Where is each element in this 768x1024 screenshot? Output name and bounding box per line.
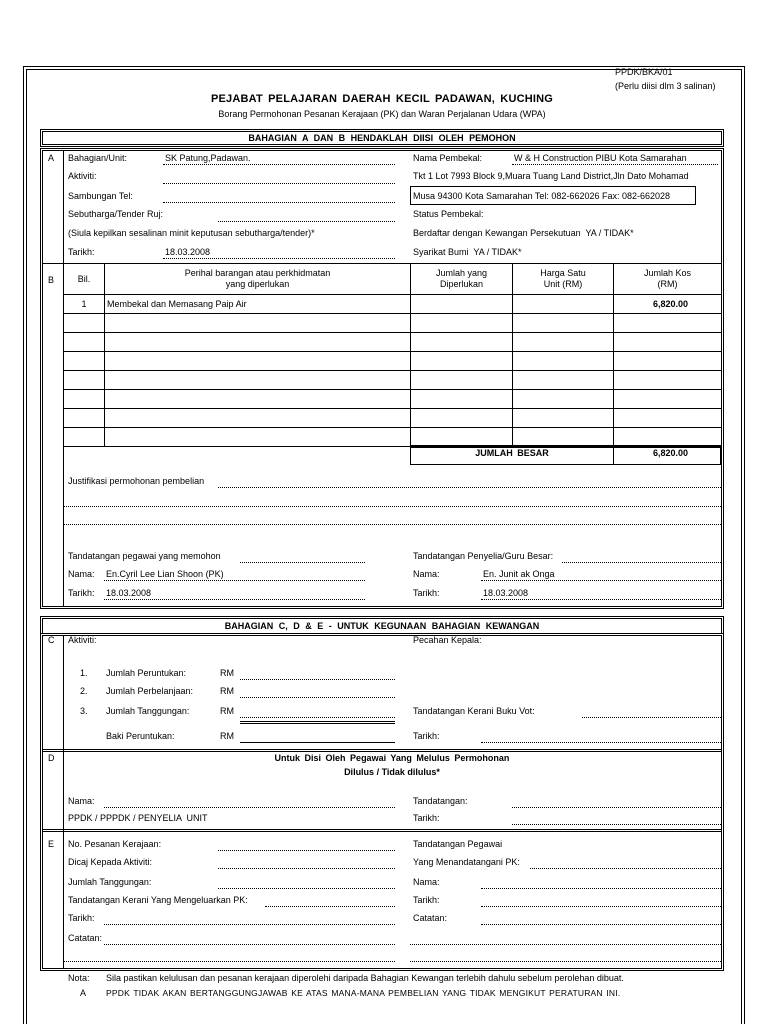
part-ab-banner-text: BAHAGIAN A DAN B HENDAKLAH DIISI OLEH PEMOHON: [248, 132, 516, 143]
approver-position: PPDK / PPPDK / PENYELIA UNIT: [68, 813, 208, 823]
issuing-date-fill-line: [104, 924, 395, 925]
section-a-b-divider: [43, 263, 63, 264]
column-header-unit-price: [513, 264, 614, 295]
officer-remarks-fill-line: [410, 961, 721, 962]
extension-fill-line: [163, 202, 395, 203]
empty-cell: [64, 409, 105, 428]
empty-cell: [64, 428, 105, 447]
note-label: Nota:: [68, 973, 90, 983]
grand-total-value: 6,820.00: [652, 448, 688, 458]
empty-cell: [411, 333, 513, 352]
supplier-name-fill-line: [512, 164, 718, 165]
officer-signature-fill-line: [530, 868, 721, 869]
supplier-address-line1: Tkt 1 Lot 7993 Block 9,Muara Tuang Land District,Jln Dato Mohamad: [413, 171, 689, 181]
applicant-name-fill-line: [104, 580, 365, 581]
part-ab-banner: [40, 129, 724, 147]
approver-name-fill-line: [104, 807, 395, 808]
empty-cell: [105, 352, 411, 371]
empty-cell: [513, 371, 614, 390]
extension-label: Sambungan Tel:: [68, 191, 133, 201]
federal-registration-label: Berdaftar dengan Kewangan Persekutuan YA / TIDAK*: [413, 228, 634, 238]
budget-line-label: Jumlah Peruntukan:: [106, 668, 187, 678]
empty-cell: [105, 390, 411, 409]
head-breakdown-label: Pecahan Kepala:: [413, 635, 482, 645]
balance-rule: [240, 742, 395, 743]
activity-fill-line: [163, 183, 395, 184]
items-table: [63, 263, 722, 447]
issuing-remarks-fill-line: [104, 944, 395, 945]
column-header-no: [64, 264, 105, 295]
applicant-name-label: Nama:: [68, 569, 95, 579]
empty-cell: [64, 333, 105, 352]
column-header-unit-price-line2: Unit (RM): [543, 279, 583, 289]
column-header-total-line1: Jumlah Kos: [643, 268, 692, 278]
item-no: 1: [64, 295, 105, 314]
balance-label: Baki Peruntukan:: [106, 731, 175, 741]
justification-fill-line: [64, 524, 721, 525]
applicant-signature-fill-line: [240, 562, 365, 563]
officer-signature-label-line2: Yang Menandatangani PK:: [413, 857, 520, 867]
budget-line-fill-line: [240, 697, 395, 698]
applicant-date-fill-line: [104, 599, 365, 600]
vote-clerk-date-fill-line: [481, 742, 721, 743]
vote-clerk-signature-fill-line: [582, 717, 721, 718]
commitment-label: Jumlah Tanggungan:: [68, 877, 152, 887]
empty-cell: [513, 314, 614, 333]
supervisor-date: 18.03.2008: [483, 588, 529, 598]
supervisor-signature-fill-line: [562, 562, 721, 563]
subtotal-double-rule: [240, 721, 395, 724]
items-table-header: [64, 264, 722, 295]
empty-cell: [614, 390, 722, 409]
empty-cell: [64, 371, 105, 390]
budget-line-fill-line: [240, 717, 395, 718]
note-item-letter: A: [80, 988, 87, 998]
empty-cell: [411, 314, 513, 333]
empty-cell: [411, 409, 513, 428]
budget-line-no: 2.: [80, 686, 88, 696]
empty-cell: [64, 390, 105, 409]
applicant-date-label: Tarikh:: [68, 588, 95, 598]
quotation-note: (Siula kepilkan sesalinan minit keputusan sebutharga/tender)*: [68, 228, 315, 238]
vote-clerk-signature-label: Tandatangan Kerani Buku Vot:: [413, 706, 535, 716]
officer-signature-label-line1: Tandatangan Pegawai: [413, 839, 503, 849]
supervisor-name-label: Nama:: [413, 569, 440, 579]
section-c-letter: C: [48, 635, 55, 645]
supplier-address-line2: Musa 94300 Kota Samarahan Tel: 082-662026 Fax: 082-662028: [413, 191, 671, 201]
grand-total-row: [410, 445, 721, 465]
charged-activity-fill-line: [218, 868, 395, 869]
part-cde-box: [40, 633, 724, 971]
request-date-value: 18.03.2008: [165, 247, 211, 257]
approver-signature-label: Tandatangan:: [413, 796, 468, 806]
empty-cell: [105, 333, 411, 352]
budget-line-currency: RM: [220, 706, 234, 716]
note-text: Sila pastikan kelulusan dan pesanan kerajaan diperolehi daripada Bahagian Kewangan terlebih dahulu sebelum perolehan dibuat.: [106, 973, 624, 983]
empty-cell: [105, 371, 411, 390]
officer-date-label: Tarikh:: [413, 895, 440, 905]
applicant-name: En.Cyril Lee Lian Shoon (PK): [106, 569, 224, 579]
empty-cell: [614, 333, 722, 352]
issuing-remarks-fill-line: [64, 961, 395, 962]
table-row: [64, 352, 722, 371]
empty-cell: [105, 314, 411, 333]
commitment-fill-line: [218, 888, 395, 889]
supervisor-date-fill-line: [481, 599, 721, 600]
supervisor-name-fill-line: [481, 580, 721, 581]
empty-cell: [513, 333, 614, 352]
column-header-quantity-line2: Diperlukan: [439, 279, 484, 289]
order-no-fill-line: [218, 850, 395, 851]
officer-remarks-fill-line: [410, 944, 721, 945]
request-date-fill-line: [163, 258, 395, 259]
grand-total-label: JUMLAH BESAR: [475, 448, 549, 458]
order-no-label: No. Pesanan Kerajaan:: [68, 839, 162, 849]
officer-date-fill-line: [481, 906, 721, 907]
budget-line-label: Jumlah Tanggungan:: [106, 706, 190, 716]
justification-label: Justifikasi permohonan pembelian: [68, 476, 205, 486]
column-header-description: [105, 264, 411, 295]
empty-cell: [105, 409, 411, 428]
table-row: [64, 409, 722, 428]
table-row: [64, 428, 722, 447]
column-header-total-line2: (RM): [657, 279, 678, 289]
budget-line-label: Jumlah Perbelanjaan:: [106, 686, 194, 696]
column-header-description-line1: Perihal barangan atau perkhidmatan: [184, 268, 331, 278]
finance-activity-label: Aktiviti:: [68, 635, 97, 645]
officer-remarks-label: Catatan:: [413, 913, 448, 923]
table-row: [64, 314, 722, 333]
item-total: 6,820.00: [614, 295, 722, 314]
table-row: [64, 295, 722, 314]
issuing-date-label: Tarikh:: [68, 913, 95, 923]
item-unit-price: [513, 295, 614, 314]
issuing-remarks-label: Catatan:: [68, 933, 103, 943]
charged-activity-label: Dicaj Kepada Aktiviti:: [68, 857, 153, 867]
form-title: Borang Permohonan Pesanan Kerajaan (PK) dan Waran Perjalanan Udara (WPA): [218, 109, 546, 119]
request-date-label: Tarikh:: [68, 247, 95, 257]
column-header-quantity: [411, 264, 513, 295]
section-a-letter: A: [48, 153, 55, 163]
approver-date-label: Tarikh:: [413, 813, 440, 823]
note-item-text: PPDK TIDAK AKAN BERTANGGUNGJAWAB KE ATAS MANA-MANA PEMBELIAN YANG TIDAK MENGIKUT PERATURAN INI.: [106, 988, 621, 998]
column-header-total: [614, 264, 722, 295]
column-header-no-text: Bil.: [77, 273, 91, 284]
column-header-description-line2: yang diperlukan: [225, 279, 290, 289]
empty-cell: [64, 314, 105, 333]
activity-label: Aktiviti:: [68, 171, 97, 181]
supervisor-signature-label: Tandatangan Penyelia/Guru Besar:: [413, 551, 554, 561]
part-cde-banner: [40, 616, 724, 633]
column-header-quantity-line1: Jumlah yang: [435, 268, 488, 278]
budget-line-no: 1.: [80, 668, 88, 678]
budget-line-currency: RM: [220, 668, 234, 678]
unit-label: Bahagian/Unit:: [68, 153, 128, 163]
section-d-e-divider: [43, 829, 721, 832]
approval-heading: Untuk Disi Oleh Pegawai Yang Melulus Permohonan: [274, 753, 510, 763]
vote-clerk-date-label: Tarikh:: [413, 731, 440, 741]
supplier-name-label: Nama Pembekal:: [413, 153, 483, 163]
empty-cell: [64, 352, 105, 371]
budget-line-currency: RM: [220, 686, 234, 696]
item-description: Membekal dan Memasang Paip Air: [105, 295, 411, 314]
empty-cell: [105, 428, 411, 447]
supervisor-name: En. Junit ak Onga: [483, 569, 555, 579]
justification-fill-line: [218, 487, 721, 488]
budget-line-no: 3.: [80, 706, 88, 716]
approver-signature-fill-line: [512, 807, 721, 808]
budget-line-fill-line: [240, 679, 395, 680]
applicant-signature-label: Tandatangan pegawai yang memohon: [68, 551, 221, 561]
part-cde-banner-text: BAHAGIAN C, D & E - UNTUK KEGUNAAN BAHAGIAN KEWANGAN: [224, 620, 540, 631]
supplier-name-value: W & H Construction PIBU Kota Samarahan: [514, 153, 687, 163]
office-title: PEJABAT PELAJARAN DAERAH KECIL PADAWAN, KUCHING: [210, 93, 554, 105]
supplier-status-label: Status Pembekal:: [413, 209, 484, 219]
empty-cell: [513, 352, 614, 371]
letter-column-divider: [63, 636, 64, 968]
bumiputera-label: Syarikat Bumi YA / TIDAK*: [413, 247, 522, 257]
section-b-letter: B: [48, 275, 55, 285]
approver-name-label: Nama:: [68, 796, 95, 806]
empty-cell: [513, 390, 614, 409]
empty-cell: [411, 371, 513, 390]
section-c-d-divider: [43, 749, 721, 752]
officer-name-fill-line: [481, 888, 721, 889]
copies-note: (Perlu diisi dlm 3 salinan): [615, 81, 716, 91]
empty-cell: [411, 428, 513, 447]
section-e-letter: E: [48, 839, 55, 849]
quotation-ref-label: Sebutharga/Tender Ruj:: [68, 209, 164, 219]
quotation-ref-fill-line: [218, 221, 395, 222]
approval-decision: Dilulus / Tidak dilulus*: [344, 767, 440, 777]
issuing-clerk-signature-label: Tandatangan Kerani Yang Mengeluarkan PK:: [68, 895, 248, 905]
officer-remarks-fill-line: [481, 924, 721, 925]
empty-cell: [614, 352, 722, 371]
section-d-letter: D: [48, 753, 55, 763]
approver-date-fill-line: [512, 824, 721, 825]
unit-value: SK Patung,Padawan.: [165, 153, 251, 163]
empty-cell: [513, 409, 614, 428]
empty-cell: [614, 409, 722, 428]
item-quantity: [411, 295, 513, 314]
supervisor-date-label: Tarikh:: [413, 588, 440, 598]
empty-cell: [411, 352, 513, 371]
table-row: [64, 333, 722, 352]
officer-name-label: Nama:: [413, 877, 440, 887]
empty-cell: [614, 314, 722, 333]
empty-cell: [614, 428, 722, 447]
applicant-date: 18.03.2008: [106, 588, 152, 598]
justification-fill-line: [64, 506, 721, 507]
form-code: PPDK/BKA/01: [615, 67, 673, 77]
empty-cell: [513, 428, 614, 447]
balance-currency: RM: [220, 731, 234, 741]
issuing-clerk-signature-fill-line: [265, 906, 395, 907]
empty-cell: [411, 390, 513, 409]
table-row: [64, 371, 722, 390]
unit-fill-line: [163, 164, 395, 165]
column-header-unit-price-line1: Harga Satu: [540, 268, 586, 278]
empty-cell: [614, 371, 722, 390]
table-row: [64, 390, 722, 409]
